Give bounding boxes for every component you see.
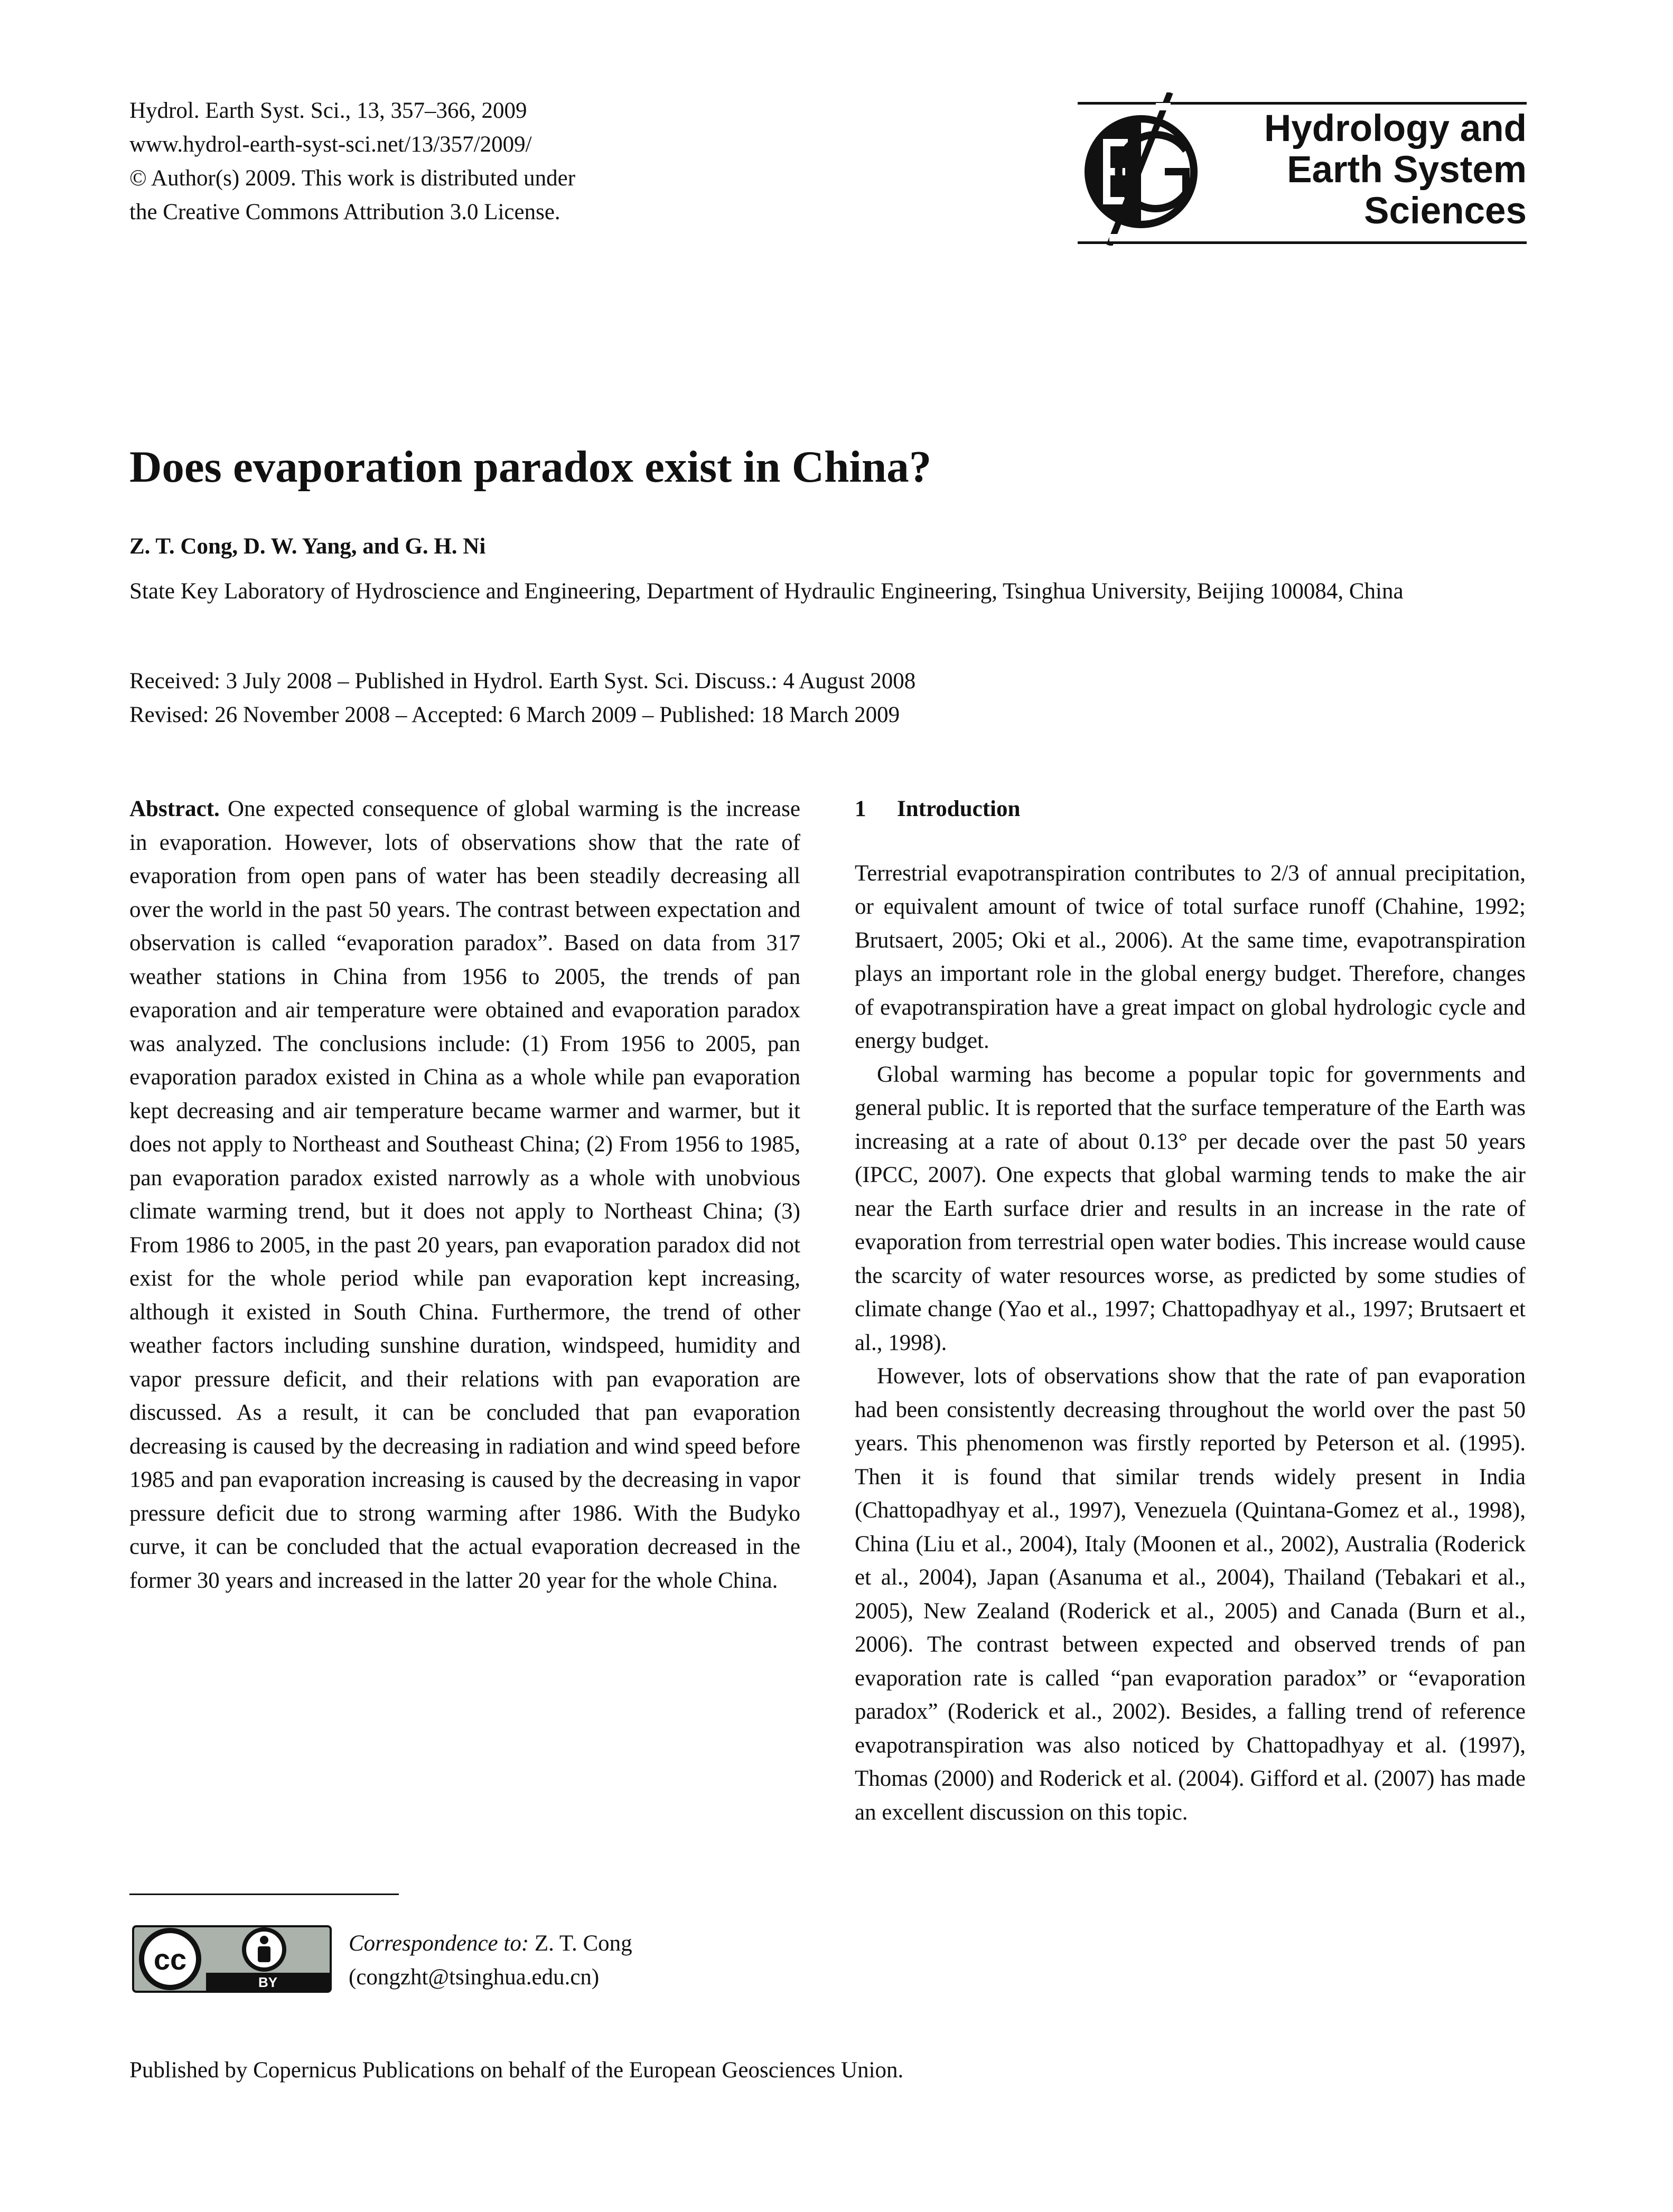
- publication-dates: [129, 664, 1503, 732]
- section-heading: [855, 792, 1526, 826]
- section-title: Introduction: [897, 796, 1021, 821]
- abstract-text: One expected consequence of global warming is the increase in evaporation. However, lots of observations show that the rate of evaporation from open pans of water has been steadily decreasing all over the world in the past 50 years. The contrast between expectation and observation is called “evaporation paradox”. Based on data from 317 weather stations in China from 1956 to 2005, the trends of pan evaporation and air temperature were obtained and evaporation paradox was analyzed. The conclusions include: (1) From 1956 to 2005, pan evaporation paradox existed in China as a whole while pan evaporation kept decreasing and air temperature became warmer and warmer, but it does not apply to Northeast and Southeast China; (2) From 1956 to 1985, pan evaporation paradox existed narrowly as a whole with unobvious climate warming trend, but it does not apply to Northeast China; (3) From 1986 to 2005, in the past 20 years, pan evaporation paradox did not exist for the whole period while pan evaporation kept increasing, although it existed in South China. Furthermore, the trend of other weather factors including sunshine duration, windspeed, humidity and vapor pressure deficit, and their relations with pan evaporation are discussed. As a result, it can be concluded that pan evaporation decreasing is caused by the decreasing in radiation and wind speed before 1985 and pan evaporation increasing is caused by the decreasing in vapor pressure deficit due to strong warming after 1986. With the Budyko curve, it can be concluded that the actual evaporation decreased in the former 30 years and increased in the latter 20 year for the whole China.: [129, 796, 800, 1593]
- intro-paragraph: Global warming has become a popular topic for governments and general public. It is reported that the surface temperature of the Earth was increasing at a rate of about 0.13° per decade over the past 50 years (IPCC, 2007). One expects that global warming tends to make the air near the Earth surface drier and results in an increase in the rate of evaporation from terrestrial open water bodies. This increase would cause the scarcity of water resources worse, as predicted by some studies of climate change (Yao et al., 1997; Chattopadhyay et al., 1997; Brutsaert et al., 1998).: [855, 1062, 1526, 1355]
- copyright-line: © Author(s) 2009. This work is distributed under: [129, 166, 576, 191]
- journal-name-line: Earth System: [1287, 149, 1527, 191]
- section-number: 1: [855, 796, 866, 821]
- journal-name: [1264, 108, 1527, 232]
- svg-text:cc: cc: [153, 1943, 187, 1976]
- license-line: the Creative Commons Attribution 3.0 License.: [129, 200, 560, 224]
- intro-paragraph: Terrestrial evapotranspiration contributes to 2/3 of annual precipitation, or equivalent amount of twice of total surface runoff (Chahine, 1992; Brutsaert, 2005; Oki et al., 2006). At the same time, evapotranspiration plays an important role in the global energy budget. Therefore, changes of evapotranspiration have a great impact on global hydrologic cycle and energy budget.: [855, 860, 1526, 1053]
- author-list: Z. T. Cong, D. W. Yang, and G. H. Ni: [129, 534, 486, 559]
- correspondence-email[interactable]: (congzht@tsinghua.edu.cn): [349, 1965, 600, 1990]
- correspondence-name: Z. T. Cong: [534, 1931, 632, 1956]
- dates-line: Revised: 26 November 2008 – Accepted: 6 March 2009 – Published: 18 March 2009: [129, 702, 900, 727]
- journal-name-line: Hydrology and: [1264, 108, 1527, 149]
- article-title: Does evaporation paradox exist in China?: [129, 442, 932, 492]
- correspondence: [349, 1927, 632, 1994]
- correspondence-label: Correspondence to:: [349, 1931, 529, 1956]
- abstract-column: [129, 792, 800, 1597]
- affiliation: State Key Laboratory of Hydroscience and Engineering, Department of Hydraulic Engineering, Tsinghua University, Beijing 100084, China: [129, 579, 1404, 604]
- intro-paragraph: However, lots of observations show that the rate of pan evaporation had been consistently decreasing throughout the world over the past 50 years. This phenomenon was firstly reported by Peterson et al. (1995). Then it is found that similar trends widely present in India (Chattopadhyay et al., 1997), Venezuela (Quintana-Gomez et al., 1998), China (Liu et al., 2004), Italy (Moonen et al., 2002), Australia (Roderick et al., 2004), Japan (Asanuma et al., 2004), Thailand (Tebakari et al., 2005), New Zealand (Roderick et al., 2005) and Canada (Burn et al., 2006). The contrast between expected and observed trends of pan evaporation rate is called “pan evaporation paradox” or “evaporation paradox” (Roderick et al., 2002). Besides, a falling trend of reference evapotranspiration was also noticed by Chattopadhyay et al. (1997), Thomas (2000) and Roderick et al. (2004). Gifford et al. (2007) has made an excellent discussion on this topic.: [855, 1364, 1526, 1825]
- publisher-footer: Published by Copernicus Publications on behalf of the European Geosciences Union.: [129, 2058, 904, 2083]
- article-url[interactable]: www.hydrol-earth-syst-sci.net/13/357/2009/: [129, 132, 532, 157]
- journal-name-line: Sciences: [1364, 190, 1527, 232]
- dates-line: Received: 3 July 2008 – Published in Hydrol. Earth Syst. Sci. Discuss.: 4 August 2008: [129, 669, 916, 693]
- abstract: [129, 792, 800, 1597]
- introduction-column: [855, 792, 1526, 1829]
- cc-by-license-icon[interactable]: [132, 1925, 332, 1993]
- egu-emblem-icon: [1078, 92, 1210, 246]
- cc-by-label: BY: [258, 1974, 278, 1990]
- citation-line: Hydrol. Earth Syst. Sci., 13, 357–366, 2009: [129, 98, 527, 123]
- journal-logo: [1078, 87, 1527, 246]
- footnote-rule: [129, 1894, 399, 1895]
- header-citation: [129, 94, 737, 229]
- abstract-label: Abstract.: [129, 796, 220, 821]
